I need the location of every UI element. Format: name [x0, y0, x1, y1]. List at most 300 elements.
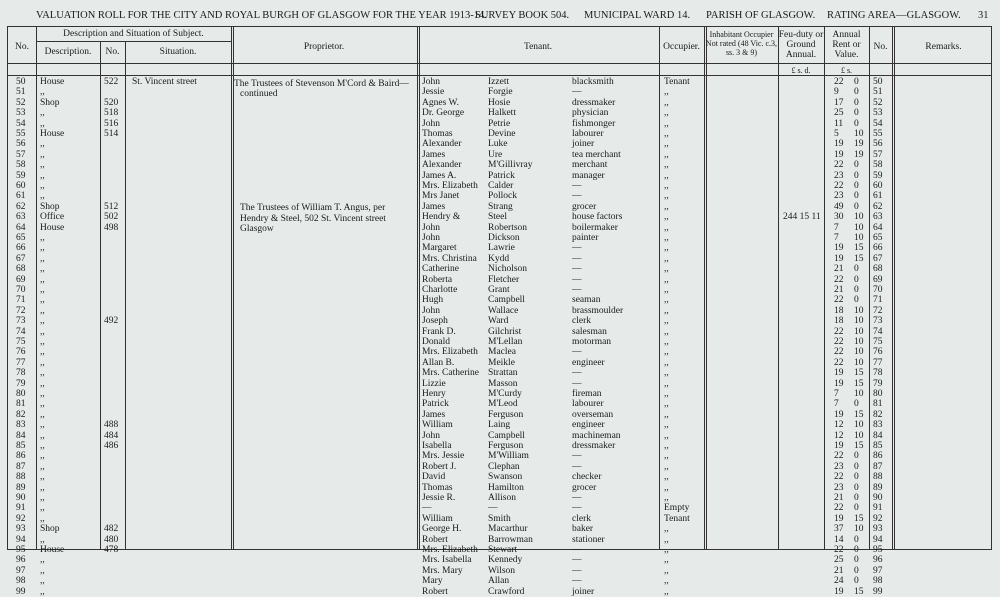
- row-shillings: 15: [854, 513, 864, 524]
- row-forename: Margaret: [422, 243, 457, 254]
- table-row: [8, 483, 993, 493]
- row-occupier: ,,: [664, 326, 669, 337]
- row-occupation: dressmaker: [572, 97, 616, 108]
- row-occupier: ,,: [664, 201, 669, 212]
- row-forename: James: [422, 201, 446, 212]
- row-shillings: 0: [854, 87, 859, 98]
- row-no: 59: [16, 170, 26, 181]
- row-forename: Mary: [422, 576, 443, 587]
- table-row: [8, 98, 993, 108]
- row-forename: Mrs. Catherine: [422, 368, 479, 379]
- row-pounds: 19: [834, 368, 844, 379]
- row-occupation: —: [572, 493, 582, 503]
- row-no-right: 81: [873, 399, 883, 410]
- row-pounds: 22: [834, 337, 844, 347]
- row-shillings: 15: [854, 243, 864, 254]
- row-no: 84: [16, 430, 26, 441]
- row-forename: Thomas: [422, 129, 453, 139]
- row-no: 64: [16, 222, 26, 233]
- row-description: ,,: [40, 149, 45, 160]
- row-occupation: —: [572, 243, 582, 254]
- row-forename: Thomas: [422, 482, 453, 493]
- row-occupation: engineer: [572, 357, 605, 368]
- row-occupation: grocer: [572, 201, 597, 212]
- table-row: [8, 399, 993, 409]
- row-forename: Mrs. Christina: [422, 253, 477, 264]
- row-house-no: 520: [104, 97, 119, 108]
- row-shillings: 0: [854, 503, 859, 514]
- row-no: 92: [16, 513, 26, 524]
- table-row: [8, 243, 993, 253]
- row-house-no: 512: [104, 201, 119, 212]
- row-description: ,,: [40, 368, 45, 379]
- row-occupation: —: [572, 555, 582, 566]
- row-house-no: 498: [104, 222, 119, 233]
- table-row: [8, 587, 993, 597]
- row-occupier: ,,: [664, 586, 669, 597]
- row-occupier: ,,: [664, 118, 669, 129]
- row-occupation: boilermaker: [572, 222, 618, 233]
- row-description: ,,: [40, 565, 45, 576]
- row-shillings: 0: [854, 555, 859, 566]
- row-occupier: ,,: [664, 181, 669, 191]
- row-no-right: 51: [873, 87, 883, 98]
- row-description: ,,: [40, 357, 45, 368]
- row-shillings: 10: [854, 524, 864, 535]
- col-house-no: No.: [105, 47, 120, 57]
- table-row: [8, 160, 993, 170]
- row-occupier: ,,: [664, 253, 669, 264]
- row-no-right: 57: [873, 149, 883, 160]
- row-surname: Dickson: [488, 233, 520, 243]
- row-description: ,,: [40, 160, 45, 171]
- row-forename: Mrs. Elizabeth: [422, 347, 478, 358]
- row-house-no: 518: [104, 108, 119, 119]
- row-description: ,,: [40, 305, 45, 316]
- row-no-right: 55: [873, 129, 883, 139]
- row-occupation: —: [572, 285, 582, 295]
- row-occupier: ,,: [664, 430, 669, 441]
- row-no: 69: [16, 274, 26, 285]
- row-shillings: 0: [854, 576, 859, 587]
- row-description: ,,: [40, 285, 45, 295]
- row-description: Shop: [40, 524, 60, 535]
- row-shillings: 0: [854, 77, 859, 87]
- row-no-right: 75: [873, 337, 883, 347]
- row-description: ,,: [40, 87, 45, 98]
- row-occupier: Tenant: [664, 513, 690, 524]
- row-occupier: ,,: [664, 97, 669, 108]
- row-pounds: 14: [834, 534, 844, 545]
- page-header: [0, 0, 1000, 26]
- row-shillings: 10: [854, 420, 864, 431]
- col-no: No.: [15, 42, 29, 52]
- row-pounds: 22: [834, 545, 844, 555]
- row-no: 66: [16, 243, 26, 254]
- row-no-right: 87: [873, 461, 883, 472]
- row-shillings: 10: [854, 129, 864, 139]
- row-shillings: 10: [854, 337, 864, 347]
- row-no-right: 74: [873, 326, 883, 337]
- row-house-no: 516: [104, 118, 119, 129]
- row-no-right: 60: [873, 181, 883, 191]
- row-description: ,,: [40, 576, 45, 587]
- row-occupation: —: [572, 253, 582, 264]
- row-no-right: 89: [873, 482, 883, 493]
- row-no: 60: [16, 181, 26, 191]
- row-pounds: 25: [834, 555, 844, 566]
- row-occupier: Tenant: [664, 77, 690, 87]
- table-row: [8, 327, 993, 337]
- row-pounds: 18: [834, 305, 844, 316]
- col-rent: Annual Rent or Value.: [832, 30, 861, 60]
- row-pounds: 24: [834, 576, 844, 587]
- row-occupation: joiner: [572, 586, 595, 597]
- row-forename: Alexander: [422, 139, 462, 150]
- row-description: ,,: [40, 191, 45, 202]
- table-row: [8, 566, 993, 576]
- row-no: 58: [16, 160, 26, 171]
- row-shillings: 0: [854, 181, 859, 191]
- table-row: [8, 275, 993, 285]
- row-surname: Ferguson: [488, 441, 524, 451]
- row-pounds: 22: [834, 472, 844, 483]
- proprietor-note-2: continued: [240, 89, 278, 99]
- row-no: 73: [16, 316, 26, 327]
- row-forename: Frank D.: [422, 326, 456, 337]
- row-surname: M'Gillivray: [488, 160, 533, 171]
- row-description: ,,: [40, 503, 45, 514]
- col-remarks: Remarks.: [925, 42, 962, 52]
- row-no: 99: [16, 586, 26, 597]
- row-pounds: 23: [834, 170, 844, 181]
- row-occupier: ,,: [664, 243, 669, 254]
- row-surname: Allison: [488, 493, 516, 503]
- row-house-no: 522: [104, 77, 119, 87]
- row-forename: James: [422, 149, 446, 160]
- row-forename: Mrs. Mary: [422, 565, 463, 576]
- row-no: 63: [16, 212, 26, 223]
- row-occupation: —: [572, 565, 582, 576]
- row-forename: Patrick: [422, 399, 449, 410]
- row-no: 76: [16, 347, 26, 358]
- row-occupier: ,,: [664, 264, 669, 275]
- row-forename: Lizzie: [422, 378, 446, 389]
- row-occupier: ,,: [664, 191, 669, 202]
- row-occupation: —: [572, 451, 582, 462]
- row-surname: Maclea: [488, 347, 516, 358]
- table-row: [8, 451, 993, 461]
- row-no: 89: [16, 482, 26, 493]
- row-forename: John: [422, 430, 440, 441]
- row-no: 87: [16, 461, 26, 472]
- row-shillings: 0: [854, 274, 859, 285]
- row-occupation: painter: [572, 233, 599, 243]
- row-surname: Clephan: [488, 461, 520, 472]
- row-forename: James A.: [422, 170, 457, 181]
- row-occupation: motorman: [572, 337, 612, 347]
- row-shillings: 0: [854, 534, 859, 545]
- row-occupation: manager: [572, 170, 605, 181]
- row-occupation: —: [572, 503, 582, 514]
- row-forename: Mrs. Jessie: [422, 451, 465, 462]
- row-surname: M'Curdy: [488, 389, 522, 399]
- row-description: ,,: [40, 326, 45, 337]
- row-occupation: seaman: [572, 295, 601, 306]
- row-occupier: ,,: [664, 461, 669, 472]
- row-pounds: 19: [834, 253, 844, 264]
- row-pounds: 23: [834, 191, 844, 202]
- row-description: ,,: [40, 118, 45, 129]
- row-shillings: 0: [854, 170, 859, 181]
- row-occupation: tea merchant: [572, 149, 621, 160]
- table-row: [8, 191, 993, 201]
- row-shillings: 10: [854, 222, 864, 233]
- row-pounds: 30: [834, 212, 844, 223]
- row-shillings: 15: [854, 586, 864, 597]
- row-description: Shop: [40, 97, 60, 108]
- row-no: 65: [16, 233, 26, 243]
- row-surname: Izzett: [488, 77, 510, 87]
- row-no: 88: [16, 472, 26, 483]
- row-no-right: 77: [873, 357, 883, 368]
- row-occupier: ,,: [664, 409, 669, 420]
- row-occupation: house factors: [572, 212, 623, 223]
- row-surname: Hosie: [488, 97, 511, 108]
- col-desc-group: Description and Situation of Subject.: [63, 29, 204, 39]
- row-description: ,,: [40, 295, 45, 306]
- row-surname: Forgie: [488, 87, 513, 98]
- row-forename: Hendry &: [422, 212, 461, 223]
- table-row: [8, 410, 993, 420]
- row-occupier: ,,: [664, 274, 669, 285]
- row-no: 94: [16, 534, 26, 545]
- row-shillings: 10: [854, 430, 864, 441]
- row-description: ,,: [40, 513, 45, 524]
- table-row: [8, 514, 993, 524]
- row-occupation: salesman: [572, 326, 607, 337]
- page-number: 31: [978, 10, 989, 21]
- row-no: 50: [16, 77, 26, 87]
- row-forename: Dr. George: [422, 108, 465, 119]
- row-description: ,,: [40, 337, 45, 347]
- row-no: 51: [16, 87, 26, 98]
- row-occupation: —: [572, 274, 582, 285]
- row-forename: Catherine: [422, 264, 459, 275]
- table-row: [8, 524, 993, 534]
- row-pounds: 7: [834, 399, 839, 410]
- row-no-right: 54: [873, 118, 883, 129]
- row-no-right: 62: [873, 201, 883, 212]
- row-description: ,,: [40, 378, 45, 389]
- proprietor-note-1: The Trustees of Stevenson M'Cord & Baird—: [234, 79, 409, 89]
- row-no-right: 69: [873, 274, 883, 285]
- row-no-right: 76: [873, 347, 883, 358]
- row-description: House: [40, 222, 65, 233]
- row-occupation: baker: [572, 524, 594, 535]
- row-occupier: ,,: [664, 378, 669, 389]
- row-forename: John: [422, 233, 440, 243]
- row-surname: Hamilton: [488, 482, 524, 493]
- row-pounds: 22: [834, 295, 844, 306]
- row-shillings: 0: [854, 295, 859, 306]
- table-row: [8, 285, 993, 295]
- row-forename: Agnes W.: [422, 97, 459, 108]
- row-pounds: 5: [834, 129, 839, 139]
- row-description: ,,: [40, 399, 45, 410]
- row-no: 71: [16, 295, 26, 306]
- row-occupation: checker: [572, 472, 602, 483]
- row-forename: Jessie: [422, 87, 445, 98]
- rating-area: RATING AREA—GLASGOW.: [827, 10, 961, 21]
- row-pounds: 17: [834, 97, 844, 108]
- row-shillings: 15: [854, 441, 864, 451]
- row-no-right: 61: [873, 191, 883, 202]
- row-shillings: 0: [854, 493, 859, 503]
- row-description: House: [40, 545, 65, 555]
- ward: MUNICIPAL WARD 14.: [584, 10, 691, 21]
- row-pounds: 19: [834, 441, 844, 451]
- row-shillings: 0: [854, 160, 859, 171]
- row-no-right: 53: [873, 108, 883, 119]
- row-situation: St. Vincent street: [132, 77, 197, 87]
- row-occupation: —: [572, 87, 582, 98]
- row-no: 61: [16, 191, 26, 202]
- row-occupier: ,,: [664, 170, 669, 181]
- row-no: 80: [16, 389, 26, 399]
- row-surname: Wallace: [488, 305, 519, 316]
- row-no-right: 59: [873, 170, 883, 181]
- row-description: ,,: [40, 139, 45, 150]
- row-pounds: 9: [834, 87, 839, 98]
- row-forename: John: [422, 77, 440, 87]
- table-row: [8, 337, 993, 347]
- table-row: [8, 233, 993, 243]
- row-pounds: 37: [834, 524, 844, 535]
- row-forename: Isabella: [422, 441, 452, 451]
- row-occupier: ,,: [664, 441, 669, 451]
- col-tenant: Tenant.: [523, 42, 553, 52]
- row-occupier: ,,: [664, 565, 669, 576]
- row-pounds: 49: [834, 201, 844, 212]
- row-pounds: 19: [834, 409, 844, 420]
- parish: PARISH OF GLASGOW.: [706, 10, 816, 21]
- table-row: [8, 358, 993, 368]
- table-row: [8, 462, 993, 472]
- row-forename: David: [422, 472, 446, 483]
- row-occupier: ,,: [664, 233, 669, 243]
- row-occupation: —: [572, 576, 582, 587]
- roll-title: VALUATION ROLL FOR THE CITY AND ROYAL BURGH OF GLASGOW FOR THE YEAR 1913-14.: [36, 10, 487, 21]
- row-occupier: ,,: [664, 451, 669, 462]
- row-shillings: 0: [854, 97, 859, 108]
- row-occupation: —: [572, 368, 582, 379]
- row-description: ,,: [40, 493, 45, 503]
- row-occupier: ,,: [664, 545, 669, 555]
- table-row: [8, 379, 993, 389]
- row-surname: Laing: [488, 420, 511, 431]
- row-no: 68: [16, 264, 26, 275]
- row-surname: M'William: [488, 451, 529, 462]
- row-pounds: 11: [834, 118, 844, 129]
- row-no-right: 71: [873, 295, 883, 306]
- row-pounds: 7: [834, 389, 839, 399]
- row-surname: Meikle: [488, 357, 515, 368]
- row-description: ,,: [40, 441, 45, 451]
- row-occupation: merchant: [572, 160, 608, 171]
- table-row: [8, 472, 993, 482]
- row-forename: William: [422, 420, 453, 431]
- row-surname: Robertson: [488, 222, 528, 233]
- row-house-no: 480: [104, 534, 119, 545]
- row-surname: Strang: [488, 201, 513, 212]
- row-shillings: 0: [854, 451, 859, 462]
- row-pounds: 22: [834, 503, 844, 514]
- row-no: 54: [16, 118, 26, 129]
- row-no-right: 93: [873, 524, 883, 535]
- row-occupation: clerk: [572, 513, 591, 524]
- row-surname: Swanson: [488, 472, 523, 483]
- row-occupation: —: [572, 378, 582, 389]
- row-no: 79: [16, 378, 26, 389]
- row-pounds: 22: [834, 326, 844, 337]
- row-no: 97: [16, 565, 26, 576]
- row-surname: Crawford: [488, 586, 525, 597]
- row-shillings: 0: [854, 118, 859, 129]
- row-surname: Barrowman: [488, 534, 533, 545]
- row-description: ,,: [40, 243, 45, 254]
- row-shillings: 0: [854, 285, 859, 295]
- valuation-table: [7, 26, 992, 597]
- row-surname: Lawrie: [488, 243, 515, 254]
- row-description: ,,: [40, 461, 45, 472]
- row-no: 53: [16, 108, 26, 119]
- col-feu: Feu-duty or Ground Annual.: [778, 30, 824, 60]
- row-house-no: 488: [104, 420, 119, 431]
- row-no: 98: [16, 576, 26, 587]
- row-occupier: ,,: [664, 160, 669, 171]
- row-occupier: ,,: [664, 108, 669, 119]
- row-forename: James: [422, 409, 446, 420]
- survey-book: SURVEY BOOK 504.: [475, 10, 570, 21]
- row-no-right: 97: [873, 565, 883, 576]
- row-forename: Jessie R.: [422, 493, 456, 503]
- row-description: ,,: [40, 108, 45, 119]
- row-occupation: —: [572, 347, 582, 358]
- row-forename: —: [422, 503, 432, 514]
- row-description: ,,: [40, 451, 45, 462]
- row-no-right: 68: [873, 264, 883, 275]
- row-occupier: ,,: [664, 139, 669, 150]
- row-shillings: 15: [854, 378, 864, 389]
- row-occupation: joiner: [572, 139, 595, 150]
- proprietor-note-5: Glasgow: [240, 224, 274, 234]
- row-no: 72: [16, 305, 26, 316]
- table-row: [8, 316, 993, 326]
- row-forename: Robert J.: [422, 461, 457, 472]
- row-house-no: 502: [104, 212, 119, 223]
- table-row: [8, 493, 993, 503]
- row-occupation: —: [572, 264, 582, 275]
- row-occupation: blacksmith: [572, 77, 614, 87]
- row-description: ,,: [40, 482, 45, 493]
- row-shillings: 15: [854, 253, 864, 264]
- row-no-right: 96: [873, 555, 883, 566]
- row-surname: —: [488, 503, 498, 514]
- row-no: 90: [16, 493, 26, 503]
- row-forename: Donald: [422, 337, 450, 347]
- row-surname: Petrie: [488, 118, 511, 129]
